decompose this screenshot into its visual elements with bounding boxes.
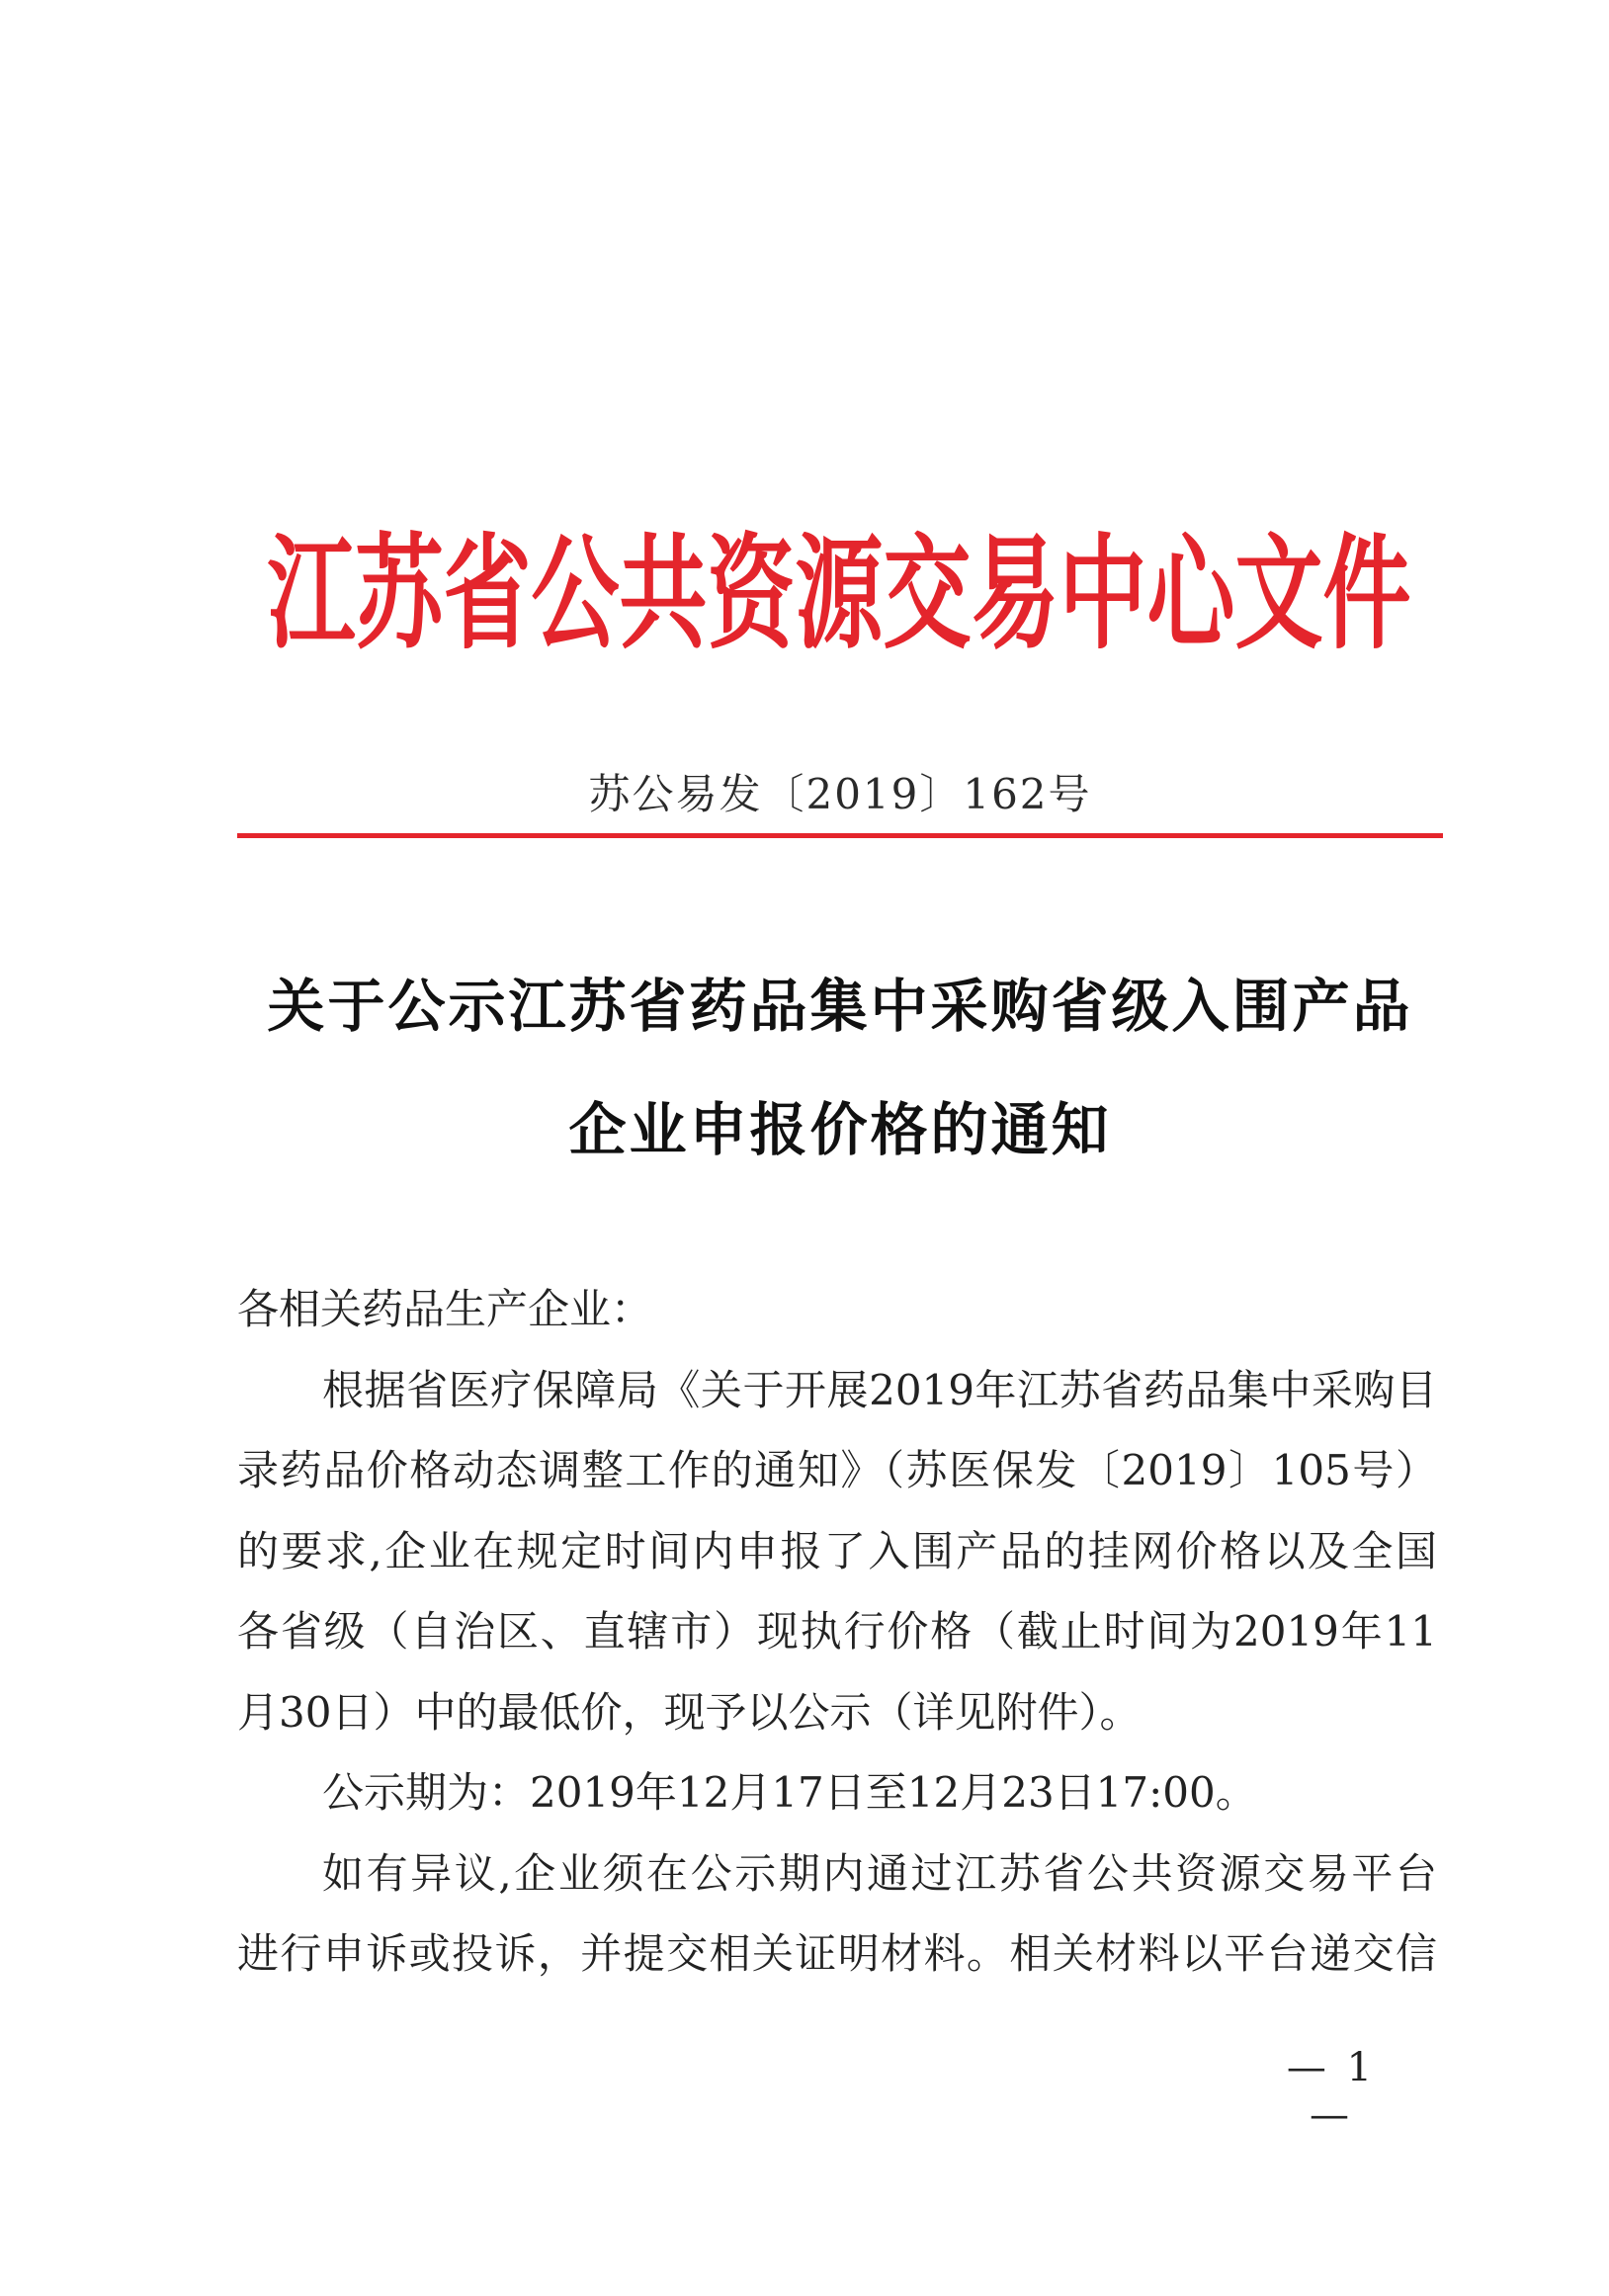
paragraph-1-line: 月30日）中的最低价，现予以公示（详见附件）。: [237, 1687, 1142, 1737]
masthead-title: 江苏省公共资源交易中心文件: [267, 523, 1411, 666]
red-divider-line: [237, 833, 1443, 838]
notice-title-line-2: 企业申报价格的通知: [568, 1096, 1112, 1163]
paragraph-2-line: 公示期为：2019年12月17日至12月23日17:00。: [322, 1768, 1257, 1817]
salutation: 各相关药品生产企业：: [237, 1285, 653, 1333]
paragraph-3-line: 进行申诉或投诉，并提交相关证明材料。相关材料以平台递交信: [237, 1929, 1437, 1978]
paragraph-1-line: 的要求,企业在规定时间内申报了入围产品的挂网价格以及全国: [237, 1526, 1437, 1575]
paragraph-1-line: 录药品价格动态调整工作的通知》（苏医保发〔2019〕105号）: [237, 1446, 1437, 1494]
page-number: — 1 —: [1286, 2045, 1377, 2138]
paragraph-3-line: 如有异议,企业须在公示期内通过江苏省公共资源交易平台: [322, 1848, 1437, 1898]
paragraph-1-line: 各省级（自治区、直辖市）现执行价格（截止时间为2019年11: [237, 1607, 1437, 1656]
paragraph-1-line: 根据省医疗保障局《关于开展2019年江苏省药品集中采购目: [322, 1365, 1437, 1414]
notice-title-line-1: 关于公示江苏省药品集中采购省级入围产品: [267, 973, 1413, 1040]
document-number: 苏公易发〔2019〕162号: [588, 770, 1092, 818]
body-text: [237, 1269, 1437, 1995]
